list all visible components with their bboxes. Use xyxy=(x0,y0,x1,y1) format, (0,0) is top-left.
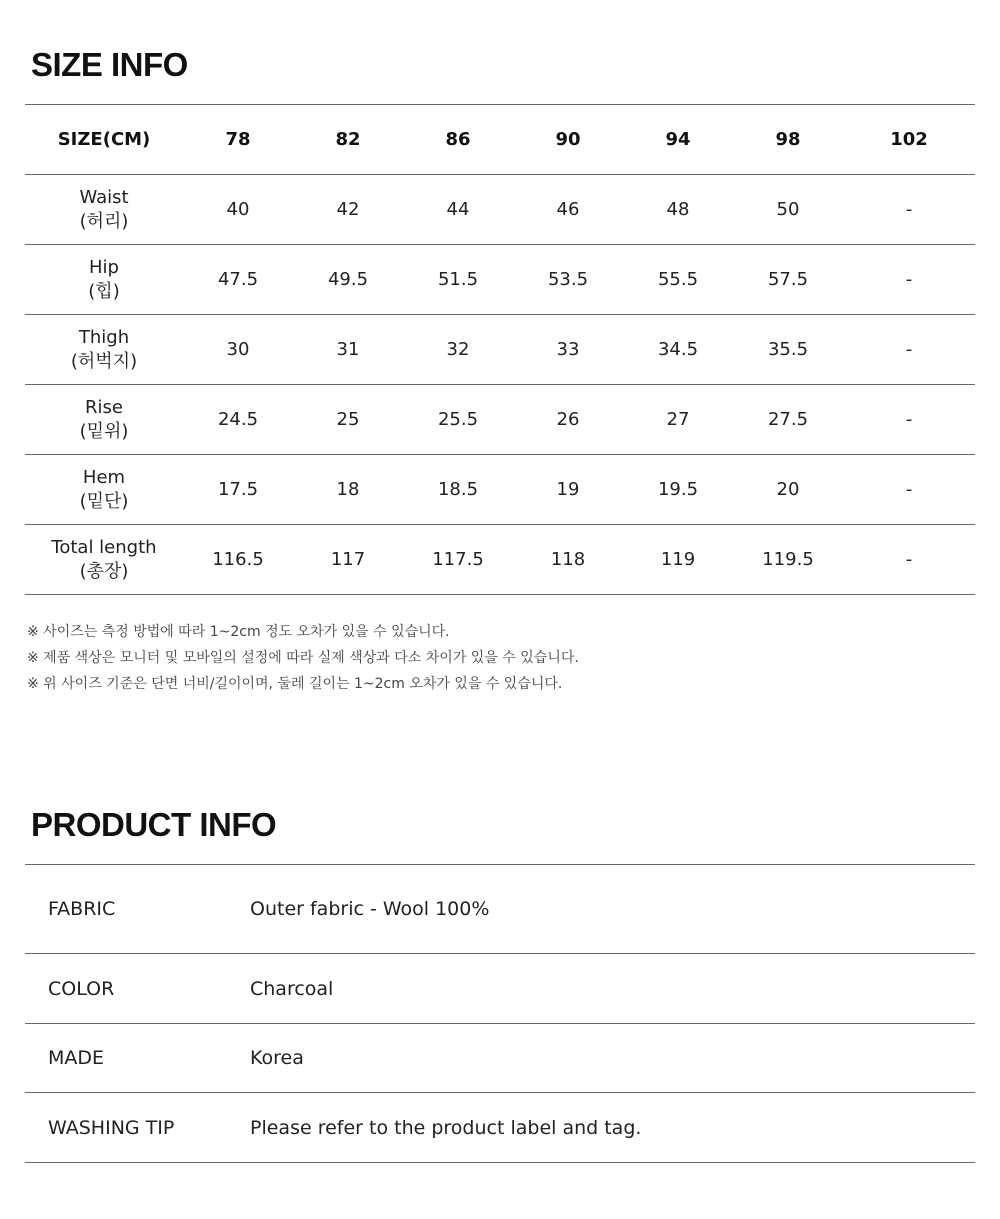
table-cell: 30 xyxy=(183,315,293,385)
product-info-value: Korea xyxy=(250,1024,975,1093)
table-cell: 32 xyxy=(403,315,513,385)
row-label-en: Thigh xyxy=(78,326,130,348)
table-cell: - xyxy=(843,455,975,525)
row-label-en: Waist xyxy=(79,186,129,208)
table-cell: 31 xyxy=(293,315,403,385)
table-cell: 44 xyxy=(403,175,513,245)
size-notes xyxy=(27,619,579,697)
row-label-en: Hem xyxy=(82,466,126,488)
table-row xyxy=(25,315,975,385)
table-cell: 116.5 xyxy=(183,525,293,595)
product-info-row xyxy=(25,1093,975,1163)
table-cell: 17.5 xyxy=(183,455,293,525)
table-row xyxy=(25,385,975,455)
table-cell: 25.5 xyxy=(403,385,513,455)
table-cell: 18.5 xyxy=(403,455,513,525)
row-label xyxy=(25,245,183,315)
table-cell: 26 xyxy=(513,385,623,455)
table-row xyxy=(25,245,975,315)
size-header-cell: 98 xyxy=(733,105,843,175)
row-label xyxy=(25,175,183,245)
size-header-cell: 102 xyxy=(843,105,975,175)
row-label xyxy=(25,315,183,385)
table-cell: 47.5 xyxy=(183,245,293,315)
product-info-value: Please refer to the product label and tag. xyxy=(250,1093,975,1163)
table-row xyxy=(25,525,975,595)
table-cell: 27.5 xyxy=(733,385,843,455)
table-cell: - xyxy=(843,385,975,455)
row-label-en: Total length xyxy=(51,536,157,558)
product-info-key: WASHING TIP xyxy=(25,1093,250,1163)
table-cell: 119.5 xyxy=(733,525,843,595)
product-info-key: FABRIC xyxy=(25,865,250,954)
table-cell: 53.5 xyxy=(513,245,623,315)
table-cell: 119 xyxy=(623,525,733,595)
size-header-cell: 86 xyxy=(403,105,513,175)
table-cell: 40 xyxy=(183,175,293,245)
size-info-title: SIZE INFO xyxy=(31,46,188,83)
size-header-cell: 94 xyxy=(623,105,733,175)
product-info-key: MADE xyxy=(25,1024,250,1093)
row-label-kr: (총장) xyxy=(79,560,129,582)
table-cell: 19 xyxy=(513,455,623,525)
row-label-kr: (허리) xyxy=(79,210,129,232)
table-cell: 42 xyxy=(293,175,403,245)
row-label xyxy=(25,385,183,455)
table-cell: 117.5 xyxy=(403,525,513,595)
size-header-cell: SIZE(CM) xyxy=(25,105,183,175)
product-info-row xyxy=(25,1024,975,1093)
table-cell: 24.5 xyxy=(183,385,293,455)
table-cell: 49.5 xyxy=(293,245,403,315)
size-note: ※ 사이즈는 측정 방법에 따라 1~2cm 정도 오차가 있을 수 있습니다. xyxy=(27,624,450,640)
product-info-row xyxy=(25,954,975,1024)
table-cell: 25 xyxy=(293,385,403,455)
row-label-kr: (밑위) xyxy=(79,420,129,442)
table-cell: - xyxy=(843,525,975,595)
product-info-key: COLOR xyxy=(25,954,250,1024)
product-info-value: Charcoal xyxy=(250,954,975,1024)
table-cell: - xyxy=(843,315,975,385)
table-cell: 117 xyxy=(293,525,403,595)
size-note: ※ 위 사이즈 기준은 단면 너비/길이이며, 둘레 길이는 1~2cm 오차가 있을 수 있습니다. xyxy=(27,676,563,692)
table-row xyxy=(25,455,975,525)
row-label-kr: (허벅지) xyxy=(70,350,138,372)
size-header-cell: 90 xyxy=(513,105,623,175)
product-info-table xyxy=(25,864,975,1163)
table-cell: 20 xyxy=(733,455,843,525)
product-info-row xyxy=(25,865,975,954)
table-cell: - xyxy=(843,175,975,245)
table-cell: 46 xyxy=(513,175,623,245)
table-cell: 34.5 xyxy=(623,315,733,385)
product-info-title: PRODUCT INFO xyxy=(31,806,277,843)
table-cell: 51.5 xyxy=(403,245,513,315)
product-info-value: Outer fabric - Wool 100% xyxy=(250,865,975,954)
size-table xyxy=(25,104,975,595)
size-header-cell: 82 xyxy=(293,105,403,175)
table-cell: 118 xyxy=(513,525,623,595)
table-cell: 48 xyxy=(623,175,733,245)
table-cell: 27 xyxy=(623,385,733,455)
table-cell: 33 xyxy=(513,315,623,385)
table-cell: 57.5 xyxy=(733,245,843,315)
size-table-header-row xyxy=(25,105,975,175)
table-cell: - xyxy=(843,245,975,315)
size-note: ※ 제품 색상은 모니터 및 모바일의 설정에 따라 실제 색상과 다소 차이가 있을 수 있습니다. xyxy=(27,650,579,666)
size-header-cell: 78 xyxy=(183,105,293,175)
table-row xyxy=(25,175,975,245)
row-label xyxy=(25,525,183,595)
table-cell: 55.5 xyxy=(623,245,733,315)
row-label-kr: (힙) xyxy=(88,280,120,302)
row-label-en: Rise xyxy=(85,396,123,418)
table-cell: 19.5 xyxy=(623,455,733,525)
row-label xyxy=(25,455,183,525)
row-label-en: Hip xyxy=(89,256,119,278)
table-cell: 35.5 xyxy=(733,315,843,385)
table-cell: 18 xyxy=(293,455,403,525)
table-cell: 50 xyxy=(733,175,843,245)
row-label-kr: (밑단) xyxy=(79,490,129,512)
